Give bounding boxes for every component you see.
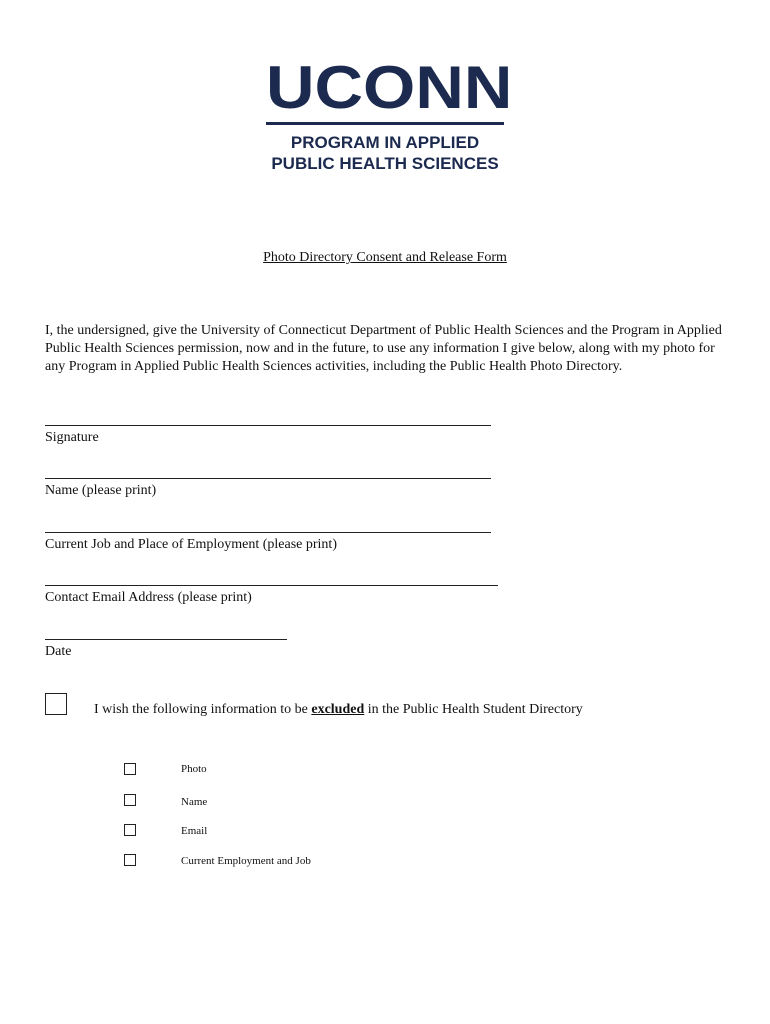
name-option-label: Name <box>181 796 208 808</box>
logo-subtitle-line-1: PROGRAM IN APPLIED <box>290 133 480 152</box>
email-checkbox[interactable] <box>124 824 136 836</box>
employment-option-label: Current Employment and Job <box>181 855 311 867</box>
form-title-text: Photo Directory Consent and Release Form <box>263 250 507 265</box>
email-option-label: Email <box>181 825 208 837</box>
consent-paragraph: I, the undersigned, give the University of Connecticut Department of Public Health Sciences and the Program in Applied Public Health Sciences permission, now and in the future, to use any information I give below, along with my photo for any Program in Applied Public Health Sciences activities, including the Public Health Photo Directory. <box>45 323 722 374</box>
job-label: Current Job and Place of Employment (please print) <box>45 537 337 552</box>
signature-line[interactable] <box>45 425 491 426</box>
name-line[interactable] <box>45 478 491 479</box>
exclude-text-after: in the Public Health Student Directory <box>364 702 583 717</box>
job-line[interactable] <box>45 532 491 533</box>
photo-option-label: Photo <box>181 763 207 775</box>
email-line[interactable] <box>45 585 498 586</box>
name-checkbox[interactable] <box>124 794 136 806</box>
exclude-emphasis: excluded <box>311 702 365 717</box>
signature-field[interactable] <box>45 425 491 446</box>
logo-subtitle <box>266 132 504 174</box>
date-label: Date <box>45 644 72 659</box>
employment-checkbox[interactable] <box>124 854 136 866</box>
date-field[interactable] <box>45 639 287 660</box>
form-title <box>0 250 770 266</box>
job-field[interactable] <box>45 532 491 553</box>
exclude-statement <box>94 702 583 718</box>
exclude-checkbox[interactable] <box>45 693 67 715</box>
photo-checkbox[interactable] <box>124 763 136 775</box>
exclude-text-before: I wish the following information to be <box>94 702 312 717</box>
logo-divider <box>266 122 504 125</box>
email-label: Contact Email Address (please print) <box>45 590 252 605</box>
name-label: Name (please print) <box>45 483 157 498</box>
date-line[interactable] <box>45 639 287 640</box>
name-field[interactable] <box>45 478 491 499</box>
logo-subtitle-line-2: PUBLIC HEALTH SCIENCES <box>271 154 499 173</box>
email-field[interactable] <box>45 585 498 606</box>
uconn-logo <box>266 54 513 173</box>
signature-label: Signature <box>45 430 99 445</box>
logo-wordmark: UCONN <box>266 54 513 121</box>
